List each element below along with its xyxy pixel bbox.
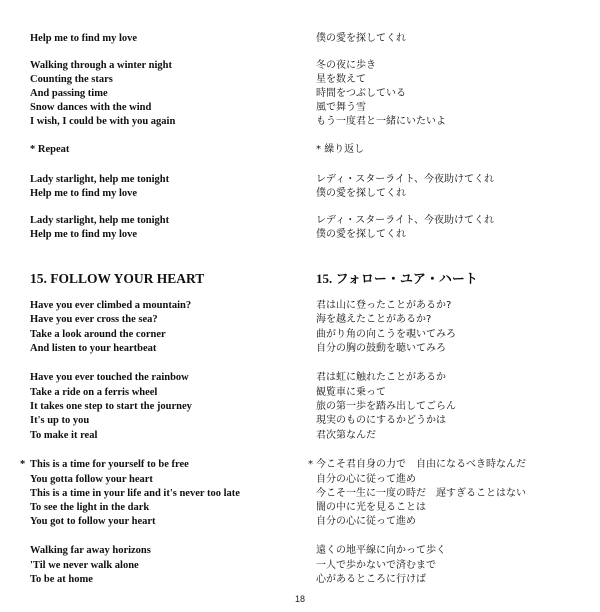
lyric-line-ja: 僕の愛を探してくれ xyxy=(316,229,406,240)
lyric-line-en: Help me to find my love xyxy=(30,188,138,199)
lyric-line-en: And listen to your heartbeat xyxy=(30,343,157,354)
lyric-line-ja: 風で舞う雪 xyxy=(316,102,366,113)
lyric-line-en: It takes one step to start the journey xyxy=(30,401,192,412)
lyric-line-ja: 僕の愛を探してくれ xyxy=(316,188,406,199)
lyric-line-en: Have you ever climbed a mountain? xyxy=(30,300,192,311)
lyric-line-en: Lady starlight, help me tonight xyxy=(30,174,170,185)
lyric-line-en: Have you ever cross the sea? xyxy=(30,314,158,325)
lyric-line-en: Help me to find my love xyxy=(30,229,138,240)
lyric-line-ja: 遠くの地平線に向かって歩く xyxy=(316,545,446,556)
lyric-line-en: 'Til we never walk alone xyxy=(30,560,139,571)
lyric-line-en: I wish, I could be with you again xyxy=(30,116,176,127)
lyric-line-ja: 君は山に登ったことがあるか? xyxy=(316,300,452,311)
lyric-line-ja: 旅の第一歩を踏み出してごらん xyxy=(316,401,456,412)
lyric-line-en: And passing time xyxy=(30,88,108,99)
lyric-line-ja: 今こそ一生に一度の時だ 遅すぎることはない xyxy=(316,488,526,499)
lyric-line-en: Take a look around the corner xyxy=(30,329,166,340)
lyric-line-ja: 自分の胸の鼓動を聴いてみろ xyxy=(316,343,446,354)
lyric-line-en: Counting the stars xyxy=(30,74,113,85)
lyric-line-ja: レディ・スターライト、今夜助けてくれ xyxy=(316,215,494,226)
song-title-en: 15. FOLLOW YOUR HEART xyxy=(30,271,205,286)
lyric-line-en: Walking through a winter night xyxy=(30,60,172,71)
lyric-line-en: To be at home xyxy=(30,574,93,585)
lyric-line-ja: 冬の夜に歩き xyxy=(316,60,376,71)
lyric-line-ja: 時間をつぶしている xyxy=(316,88,406,99)
lyric-line-ja: 海を越えたことがあるか? xyxy=(316,314,432,325)
lyric-line-ja: 僕の愛を探してくれ xyxy=(316,33,406,44)
repeat-marker-ja: * xyxy=(308,459,313,470)
lyric-line-en: You gotta follow your heart xyxy=(30,474,153,485)
lyric-line-en: To make it real xyxy=(30,430,98,441)
lyric-line-en: Walking far away horizons xyxy=(30,545,151,556)
lyric-line-ja: 観覧車に乗って xyxy=(316,387,386,398)
lyric-line-en: Lady starlight, help me tonight xyxy=(30,215,170,226)
lyric-line-en: Take a ride on a ferris wheel xyxy=(30,387,158,398)
lyric-line-en: This is a time for yourself to be free xyxy=(30,459,189,470)
repeat-marker-en: * xyxy=(20,459,26,470)
lyric-line-en: Have you ever touched the rainbow xyxy=(30,372,189,383)
lyric-line-en: To see the light in the dark xyxy=(30,502,150,513)
lyric-line-ja: もう一度君と一緒にいたいよ xyxy=(316,116,446,127)
repeat-line-ja: * 繰り返し xyxy=(316,144,365,155)
lyric-line-ja: 現実のものにするかどうかは xyxy=(316,415,446,426)
lyric-line-en: Snow dances with the wind xyxy=(30,102,152,113)
lyric-line-ja: 自分の心に従って進め xyxy=(316,474,416,485)
lyric-line-ja: レディ・スターライト、今夜助けてくれ xyxy=(316,174,494,185)
lyric-line-ja: 闇の中に光を見ることは xyxy=(316,502,426,513)
page-number: 18 xyxy=(294,594,305,604)
lyric-line-en: You got to follow your heart xyxy=(30,516,156,527)
lyric-line-ja: 君は虹に触れたことがあるか xyxy=(316,372,446,383)
repeat-line-en: * Repeat xyxy=(30,144,70,155)
lyric-line-ja: 君次第なんだ xyxy=(316,430,376,441)
lyric-line-ja: 星を数えて xyxy=(316,74,366,85)
lyric-line-en: This is a time in your life and it's never too late xyxy=(30,488,240,499)
lyric-line-ja: 今こそ君自身の力で 自由になるべき時なんだ xyxy=(316,459,526,470)
lyric-line-ja: 自分の心に従って進め xyxy=(316,516,416,527)
lyric-line-ja: 心があるところに行けば xyxy=(316,574,426,585)
lyric-line-en: It's up to you xyxy=(30,415,90,426)
lyric-line-ja: 曲がり角の向こうを覗いてみろ xyxy=(316,329,456,340)
song-title-ja: 15. フォロー・ユア・ハート xyxy=(316,271,478,286)
lyric-line-ja: 一人で歩かないで済むまで xyxy=(316,560,436,571)
lyric-line-en: Help me to find my love xyxy=(30,33,138,44)
